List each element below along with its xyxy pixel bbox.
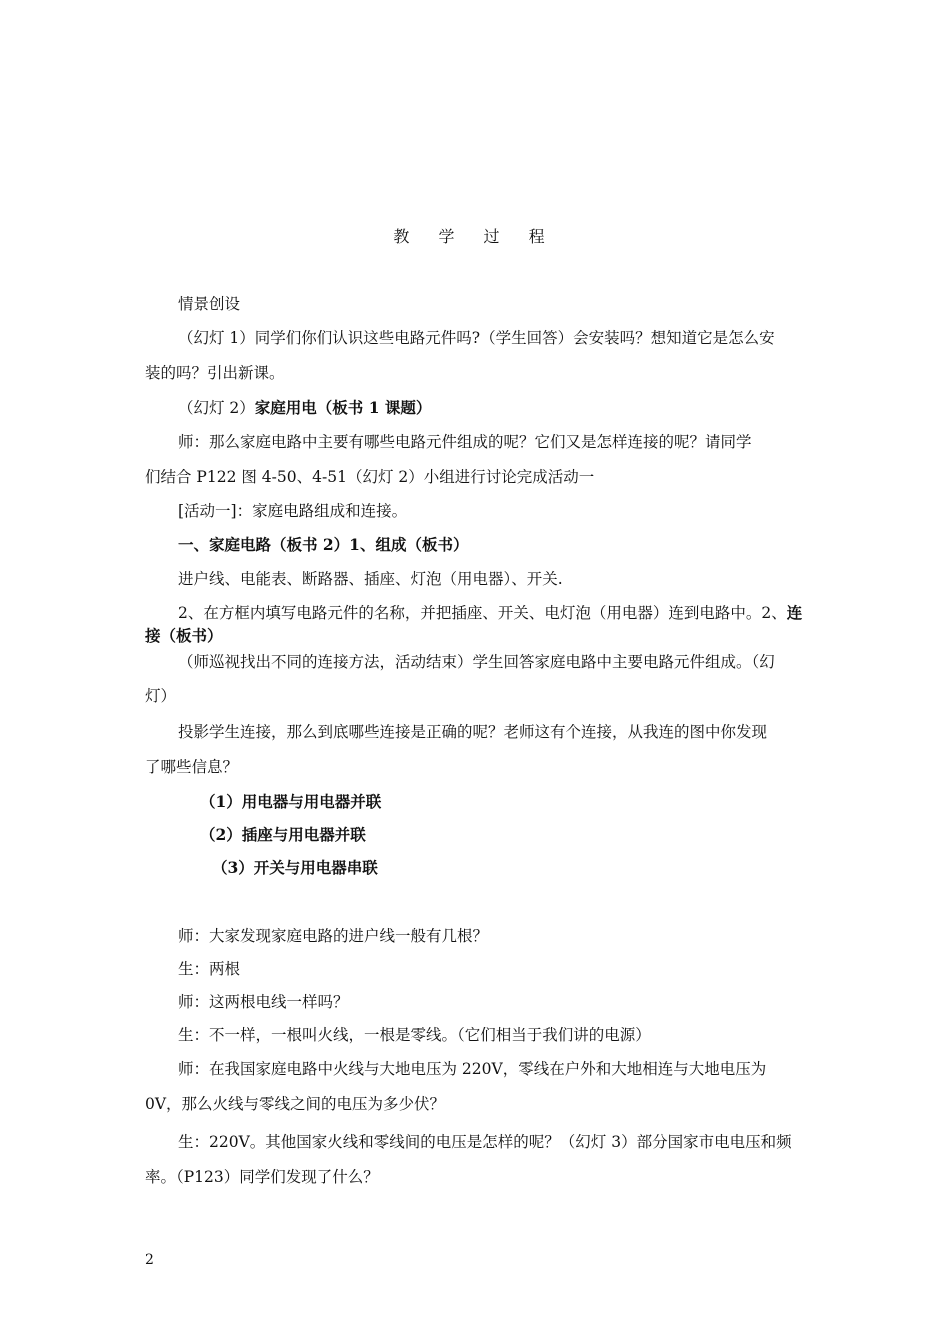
section-heading: 情景创设 — [178, 295, 241, 313]
board-connect-cont: 接（板书） — [145, 626, 223, 645]
paragraph-line — [178, 601, 808, 625]
dialogue-line: 生：不一样，一根叫火线，一根是零线。（它们相当于我们讲的电源） — [178, 1026, 651, 1044]
paragraph-line: 进户线、电能表、断路器、插座、灯泡（用电器）、开关. — [178, 570, 563, 588]
paragraph-line: 师：那么家庭电路中主要有哪些电路元件组成的呢？它们又是怎样连接的呢？请同学 — [178, 433, 752, 451]
dialogue-line: 师：这两根电线一样吗？ — [178, 993, 349, 1011]
activity-heading: [活动一]：家庭电路组成和连接。 — [178, 502, 408, 520]
dialogue-line: 生：220V。其他国家火线和零线间的电压是怎样的呢？（幻灯 3）部分国家市电电压和频 — [178, 1133, 792, 1151]
paragraph-line — [178, 396, 808, 420]
slide-ref: （幻灯 2） — [178, 399, 255, 417]
paragraph-line: 装的吗？引出新课。 — [145, 364, 285, 382]
dialogue-line: 0V，那么火线与零线之间的电压为多少伏？ — [145, 1095, 446, 1113]
board-heading: 一、家庭电路（板书 2）1、组成（板书） — [178, 535, 469, 554]
paragraph-line: 们结合 P122 图 4-50、4-51（幻灯 2）小组进行讨论完成活动一 — [145, 468, 595, 486]
dialogue-line: 率。（P123）同学们发现了什么？ — [145, 1168, 379, 1186]
paragraph-line: （幻灯 1）同学们你们认识这些电路元件吗?（学生回答）会安装吗？想知道它是怎么安 — [178, 329, 775, 347]
lesson-topic: 家庭用电（板书 1 课题） — [254, 398, 432, 417]
instruction-text: 2、在方框内填写电路元件的名称，并把插座、开关、电灯泡（用电器）连到电路中。2、 — [178, 604, 787, 622]
conclusion-item: （2）插座与用电器并联 — [200, 825, 366, 844]
paragraph-line: 灯） — [145, 687, 177, 705]
dialogue-line: 师：大家发现家庭电路的进户线一般有几根？ — [178, 927, 489, 945]
paragraph-line: （师巡视找出不同的连接方法，活动结束）学生回答家庭电路中主要电路元件组成。（幻 — [178, 653, 775, 671]
board-connect: 连 — [786, 603, 803, 622]
dialogue-line: 师：在我国家庭电路中火线与大地电压为 220V，零线在户外和大地相连与大地电压为 — [178, 1060, 767, 1078]
conclusion-item: （1）用电器与用电器并联 — [200, 792, 382, 811]
dialogue-line: 生：两根 — [178, 960, 241, 978]
page-number: 2 — [145, 1252, 154, 1268]
paragraph-line: 了哪些信息？ — [145, 758, 239, 776]
page-title: 教 学 过 程 — [393, 227, 557, 246]
paragraph-line: 投影学生连接，那么到底哪些连接是正确的呢？老师这有个连接，从我连的图中你发现 — [178, 723, 768, 741]
conclusion-item: （3）开关与用电器串联 — [212, 858, 378, 877]
